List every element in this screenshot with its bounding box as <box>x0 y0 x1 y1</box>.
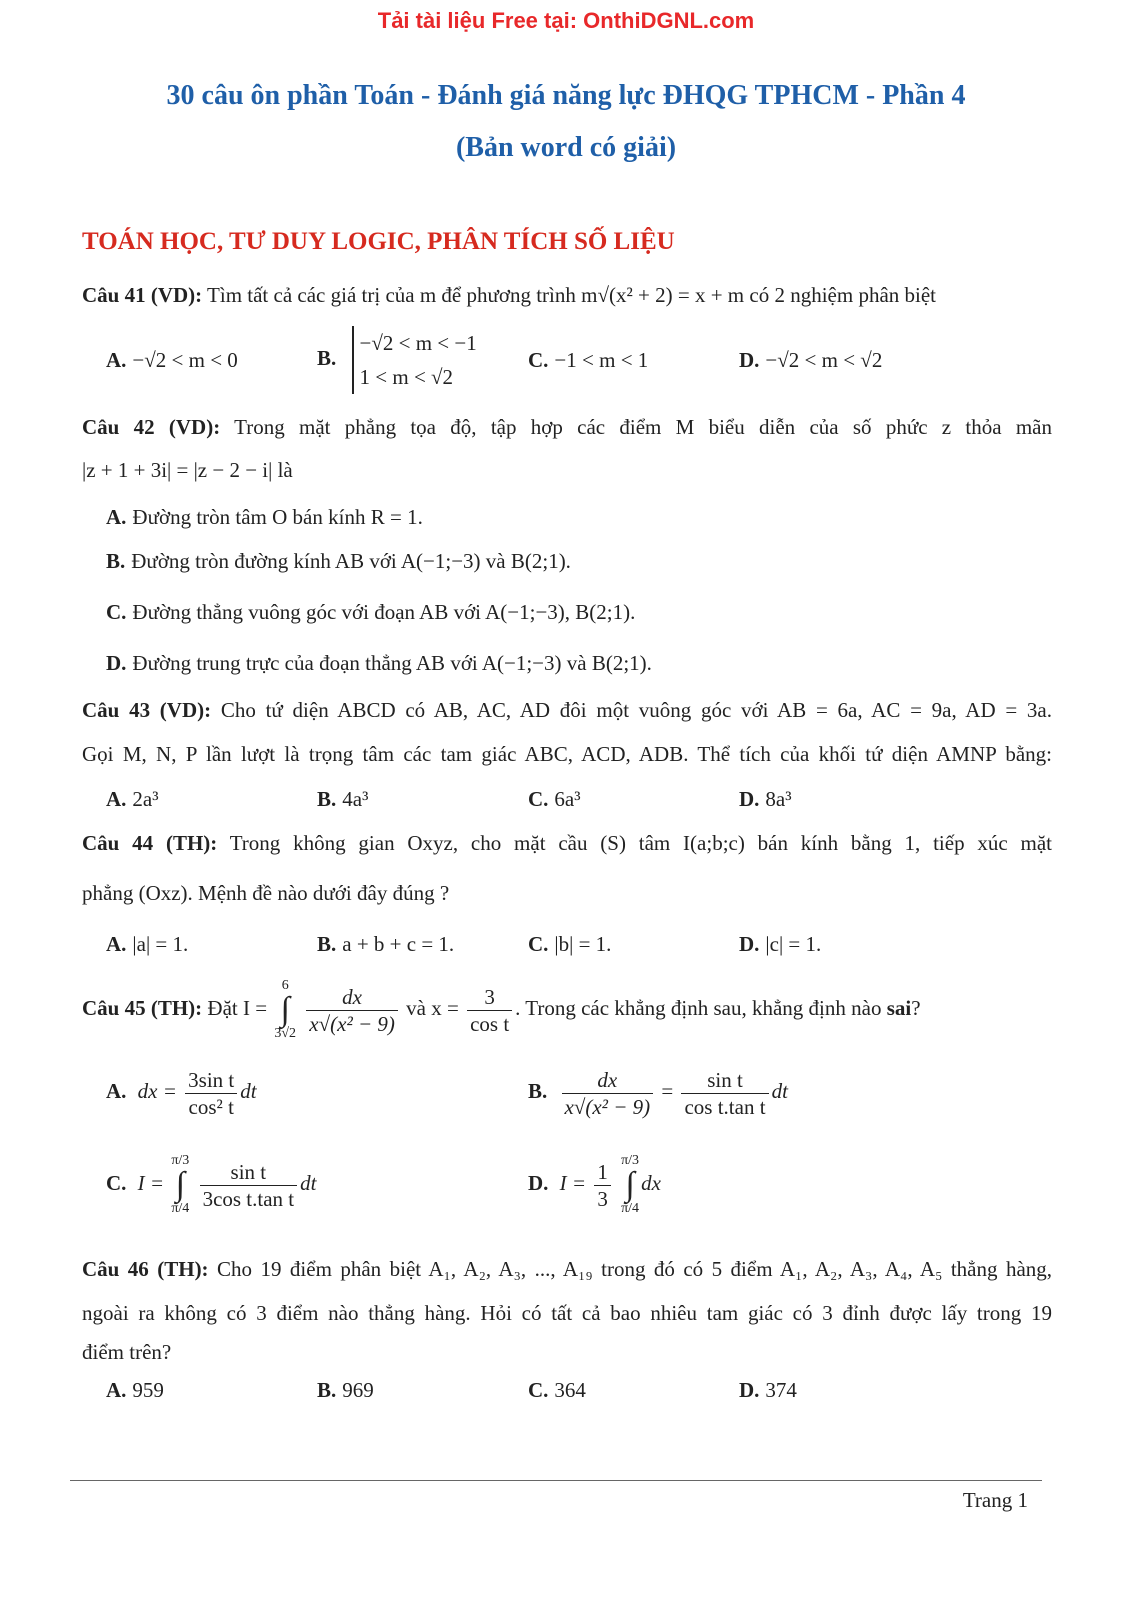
option-b[interactable]: B. 4a³ <box>317 787 369 811</box>
option-d[interactable]: D. −√2 < m < √2 <box>739 348 883 372</box>
option-c[interactable]: C. I = π/3 ∫ π/4 $\frac{\text{sin t}}{\text{3cos t.tan t}}$ dt <box>106 1153 317 1217</box>
question-45: Câu 45 (TH): Đặt I = 6 ∫ 3√2 $\frac{dx}{\text{x√(x² − 9)}}$ và x = $\frac{3}{\text{cos t}}$ . Trong các khẳng định sau, khẳng định nào sai? <box>82 978 921 1042</box>
question-46-text: ngoài ra không có 3 điểm nào thẳng hàng. Hỏi có tất cả bao nhiêu tam giác có 3 đỉnh được lấy trong 19 <box>82 1301 1052 1325</box>
footer-divider <box>70 1480 1042 1481</box>
question-42-condition: |z + 1 + 3i| = |z − 2 − i| là <box>82 458 293 482</box>
page-subtitle: (Bản word có giải) <box>455 132 677 163</box>
option-d[interactable]: D. |c| = 1. <box>739 932 822 956</box>
option-a[interactable]: A. 2a³ <box>106 787 159 811</box>
option-d[interactable]: D. Đường trung trực của đoạn thẳng AB với A(−1;−3) và B(2;1). <box>106 651 652 675</box>
option-a[interactable]: A. −√2 < m < 0 <box>106 348 238 372</box>
question-42 <box>82 412 1052 442</box>
substitution-fraction: $\frac{3}{\text{cos t}}$ <box>467 984 512 1037</box>
option-c[interactable]: C. Đường thẳng vuông góc với đoạn AB với A(−1;−3), B(2;1). <box>106 600 636 624</box>
option-a[interactable]: A. Đường tròn tâm O bán kính R = 1. <box>106 505 423 529</box>
option-b[interactable]: B. −√2 < m < −1 1 < m < √2 <box>317 326 477 394</box>
option-c[interactable]: C. 6a³ <box>528 787 581 811</box>
option-d[interactable]: D. I = $\frac{1}{3}$ π/3 ∫ π/4dx <box>528 1153 661 1217</box>
question-43 <box>82 695 1052 725</box>
question-41 <box>82 280 1052 310</box>
option-b[interactable]: B. a + b + c = 1. <box>317 932 455 956</box>
option-b[interactable]: B. $\frac{dx}{\text{x√(x² − 9)}}$ = $\frac{\text{sin t}}{\text{cos t.tan t}}$ dt <box>528 1067 788 1119</box>
option-c[interactable]: C. 364 <box>528 1378 586 1402</box>
question-text: Cho tứ diện ABCD có AB, AC, AD đôi một vuông góc với AB = 6a, AC = 9a, AD = 3a. <box>220 698 1053 722</box>
option-a[interactable]: A. |a| = 1. <box>106 932 189 956</box>
option-d[interactable]: D. 374 <box>739 1378 797 1402</box>
question-text: Trong mặt phẳng tọa độ, tập hợp các điểm M biểu diễn của số phức z thỏa mãn <box>234 415 1052 439</box>
integrand-fraction: $\frac{dx}{\text{x√(x² − 9)}}$ <box>306 984 398 1037</box>
question-label: Câu 45 (TH): <box>82 996 203 1020</box>
option-a[interactable]: A. 959 <box>106 1378 164 1402</box>
question-46 <box>82 1254 1052 1284</box>
option-c[interactable]: C. |b| = 1. <box>528 932 612 956</box>
option-a[interactable]: A. dx = $\frac{\text{3sin t}}{\text{cos² t}}$ dt <box>106 1067 257 1119</box>
download-banner-link[interactable]: Tải tài liệu Free tại: OnthiDGNL.com <box>377 8 755 33</box>
question-44-text: phẳng (Oxz). Mệnh đề nào dưới đây đúng ? <box>82 881 450 905</box>
page-title: 30 câu ôn phần Toán - Đánh giá năng lực ĐHQG TPHCM - Phần 4 <box>166 80 966 111</box>
option-d[interactable]: D. 8a³ <box>739 787 792 811</box>
system-bracket: −√2 < m < −1 1 < m < √2 <box>352 326 477 394</box>
integral-sign: 6 ∫ 3√2 <box>274 978 297 1042</box>
option-c[interactable]: C. −1 < m < 1 <box>528 348 649 372</box>
question-label: Câu 41 (VD): <box>82 283 203 307</box>
question-43-text: Gọi M, N, P lần lượt là trọng tâm các tam giác ABC, ACD, ADB. Thể tích của khối tứ diện AMNP bằng: <box>82 742 1052 766</box>
question-label: Câu 43 (VD): <box>82 698 212 722</box>
option-b[interactable]: B. 969 <box>317 1378 374 1402</box>
question-46-text-end: điểm trên? <box>82 1340 172 1364</box>
question-44 <box>82 828 1052 858</box>
question-label: Câu 46 (TH): <box>82 1257 209 1281</box>
question-text: Cho 19 điểm phân biệt A₁, A₂, A₃, ..., A₁₉ trong đó có 5 điểm A₁, A₂, A₃, A₄, A₅ thẳng hàng, <box>217 1257 1053 1281</box>
question-text: Tìm tất cả các giá trị của m để phương trình m√(x² + 2) = x + m có 2 nghiệm phân biệt <box>207 283 937 307</box>
question-label: Câu 44 (TH): <box>82 831 218 855</box>
option-b[interactable]: B. Đường tròn đường kính AB với A(−1;−3) và B(2;1). <box>106 549 571 573</box>
section-heading: TOÁN HỌC, TƯ DUY LOGIC, PHÂN TÍCH SỐ LIỆU <box>82 228 675 255</box>
page-number: Trang 1 <box>962 1488 1028 1512</box>
question-text: Trong không gian Oxyz, cho mặt cầu (S) tâm I(a;b;c) bán kính bằng 1, tiếp xúc mặt <box>229 831 1052 855</box>
question-label: Câu 42 (VD): <box>82 415 221 439</box>
